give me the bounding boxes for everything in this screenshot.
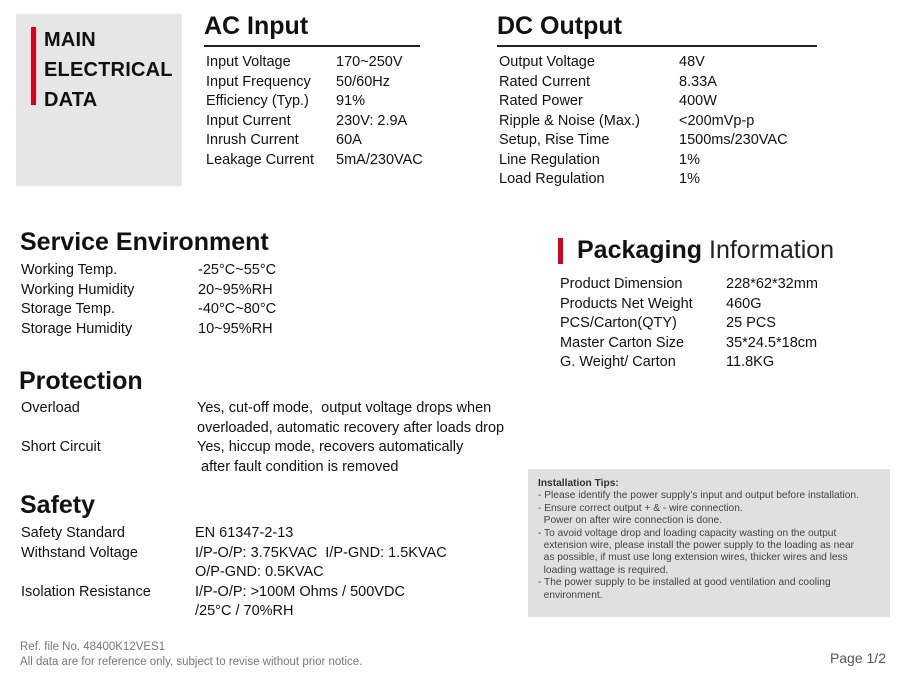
spec-label: Storage Temp. [21,301,116,317]
safety-table [21,524,521,622]
spec-row [206,53,446,73]
disclaimer: All data are for reference only, subject to revise without prior notice. [20,656,363,668]
spec-value [197,399,504,438]
spec-value: 1500ms/230VAC [679,132,788,148]
spec-row [21,261,321,281]
spec-value: 60A [336,132,362,148]
spec-value-line: after fault condition is removed [197,458,399,475]
spec-value: 11.8KG [726,354,775,370]
spec-row [206,112,446,132]
page-number: Page 1/2 [829,650,886,666]
spec-label: Setup, Rise Time [499,132,610,148]
spec-label: Rated Current [499,73,591,90]
spec-value-line: /25°C / 70%RH [195,603,294,619]
installation-tip-line: Power on after wire connection is done. [538,515,723,527]
spec-value [197,438,463,477]
installation-tip-line: - Please identify the power supply’s input and output before installation. [538,490,859,502]
installation-tips-box [528,469,890,617]
installation-tip-line: - Ensure correct output + & - wire connection. [538,502,743,514]
spec-row [21,524,521,544]
spec-value: 170~250V [336,54,403,70]
spec-value [195,544,447,583]
packaging-title-light: Information [709,236,835,264]
protection-title: Protection [19,367,143,395]
spec-label: Withstand Voltage [21,544,138,561]
spec-value: 1% [679,171,700,187]
service-environment-table [21,261,321,339]
spec-value-line: I/P-O/P: >100M Ohms / 500VDC [195,583,405,600]
spec-row [560,353,880,373]
spec-row [560,334,880,354]
spec-value: 230V: 2.9A [336,112,408,129]
spec-row [21,399,521,438]
spec-row [21,320,321,340]
dc-output-title: DC Output [497,12,622,40]
main-title-line: DATA [44,89,98,111]
spec-value-line: O/P-GND: 0.5KVAC [195,564,324,580]
ac-input-table [206,53,446,170]
spec-label: Product Dimension [560,276,683,292]
spec-label: Inrush Current [206,132,299,148]
spec-value-line: overloaded, automatic recovery after loads drop [197,419,505,436]
spec-row [499,170,829,190]
spec-row [560,295,880,315]
ac-input-divider [204,45,420,47]
packaging-information-title [577,236,834,265]
spec-value-line: I/P-O/P: 3.75KVAC I/P-GND: 1.5KVAC [195,544,447,561]
spec-value: -25°C~55°C [198,262,277,278]
protection-table [21,399,521,477]
installation-tip-line: as possible, if must use long extension wires, thicker wires and less [538,552,848,564]
spec-label: Output Voltage [499,54,595,70]
spec-label: Master Carton Size [560,334,685,351]
footer [20,640,362,670]
spec-row [499,112,829,132]
packaging-table [560,275,880,373]
spec-value: 5mA/230VAC [336,151,423,168]
spec-value: 8.33A [679,73,717,90]
spec-value: 10~95%RH [198,320,273,337]
packaging-accent-bar [558,238,563,264]
spec-label: Leakage Current [206,151,315,168]
spec-value: 1% [679,151,700,168]
installation-tip-line: extension wire, please install the power supply to the loading as near [538,540,855,552]
spec-row [560,275,880,295]
main-title-line: ELECTRICAL [44,59,173,81]
spec-label: Storage Humidity [21,320,133,337]
main-electrical-data-title [44,25,173,115]
spec-label: Isolation Resistance [21,583,151,600]
safety-title: Safety [20,491,96,519]
spec-value: <200mVp-p [679,112,755,129]
spec-row [499,73,829,93]
spec-value-line: Yes, cut-off mode, output voltage drops when [197,400,492,416]
spec-row [499,131,829,151]
spec-label: Input Frequency [206,73,311,90]
installation-tip-line: loading wattage is required. [538,564,669,576]
spec-label: PCS/Carton(QTY) [560,315,677,331]
installation-tip-line: - To avoid voltage drop and loading capacity wasting on the output [538,527,837,539]
spec-value: 228*62*32mm [726,276,818,292]
spec-row [206,131,446,151]
main-title-line: MAIN [44,29,96,51]
spec-value-line: EN 61347-2-13 [195,525,294,541]
spec-value: 91% [336,93,366,109]
spec-label: Working Humidity [21,281,135,298]
spec-label: Overload [21,400,80,416]
spec-value-line: Yes, hiccup mode, recovers automatically [197,439,464,455]
spec-label: Input Voltage [206,54,291,70]
spec-label: Products Net Weight [560,295,693,312]
spec-row [499,53,829,73]
installation-tip-line: - The power supply to be installed at good ventilation and cooling [538,577,831,589]
dc-output-divider [497,45,817,47]
spec-label: Line Regulation [499,151,600,168]
spec-label: Rated Power [499,93,583,109]
spec-label: Ripple & Noise (Max.) [499,112,641,129]
spec-row [206,73,446,93]
spec-label: Safety Standard [21,525,125,541]
spec-row [560,314,880,334]
spec-label: G. Weight/ Carton [560,354,676,370]
dc-output-table [499,53,829,190]
spec-value: 50/60Hz [336,73,391,90]
spec-row [499,92,829,112]
spec-value [195,583,405,622]
spec-value: 400W [679,93,717,109]
spec-value: 48V [679,54,705,70]
spec-row [21,544,521,583]
installation-tip-line: environment. [538,589,603,601]
spec-value: 20~95%RH [198,281,273,298]
ac-input-title: AC Input [204,12,309,40]
spec-value: 460G [726,295,762,312]
spec-label: Load Regulation [499,171,605,187]
spec-label: Short Circuit [21,439,101,455]
spec-row [21,300,321,320]
spec-row [21,281,321,301]
service-environment-title: Service Environment [20,228,269,256]
spec-value [195,524,293,544]
spec-row [21,583,521,622]
spec-label: Efficiency (Typ.) [206,93,309,109]
spec-row [21,438,521,477]
spec-label: Working Temp. [21,262,118,278]
installation-tips-title: Installation Tips: [538,478,619,489]
spec-row [206,92,446,112]
spec-value: 25 PCS [726,315,776,331]
spec-row [206,151,446,171]
spec-row [499,151,829,171]
spec-label: Input Current [206,112,291,129]
installation-tips-list [538,490,880,602]
packaging-title-bold: Packaging [577,236,703,264]
spec-value: 35*24.5*18cm [726,334,818,351]
accent-bar [31,27,36,105]
ref-file-number: Ref. file No. 48400K12VES1 [20,641,166,653]
spec-value: -40°C~80°C [198,301,277,317]
